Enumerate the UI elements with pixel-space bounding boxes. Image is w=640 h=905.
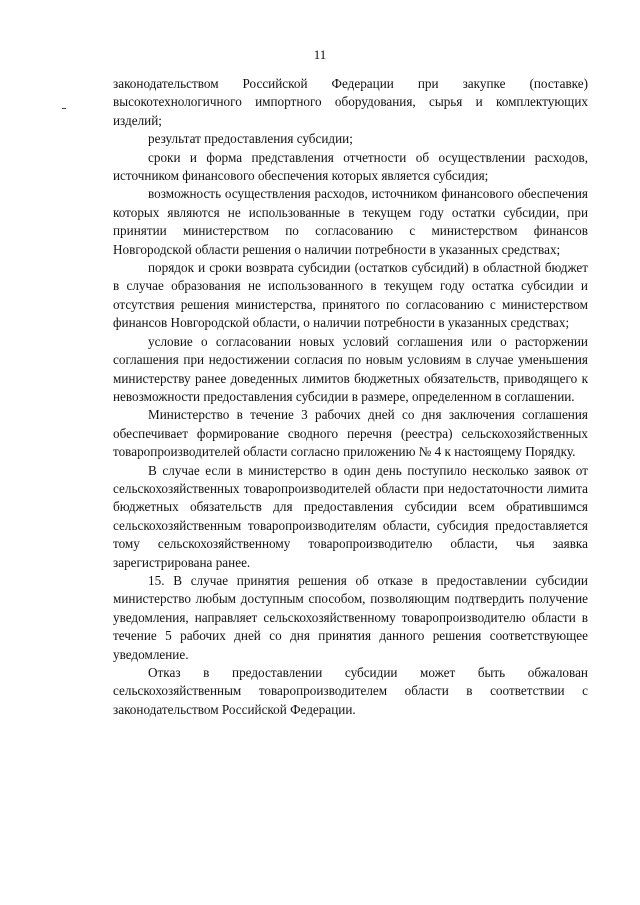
margin-mark <box>62 108 66 109</box>
paragraph-subsidy-result: результат предоставления субсидии; <box>148 131 353 147</box>
document-body <box>113 75 588 719</box>
paragraph-agreement-terms: условие о согласовании новых условий соглашения или о расторжении соглашения при недостижении согласия по новым условиям в случае уменьшения министерству ранее доведенных лимитов бюджетных обязательств, приводящего к невозможности предоставления субсидии в размере, определенном в соглашении. <box>113 333 588 404</box>
paragraph-reporting: сроки и форма представления отчетности об осуществлении расходов, источником финансового обеспечения которых является субсидия; <box>113 149 588 184</box>
paragraph-return-procedure: порядок и сроки возврата субсидии (остатков субсидий) в областной бюджет в случае образования не использованного в текущем году остатка субсидии и отсутствия решения министерства, принятого по согласованию с министерством финансов Новгородской области, о наличии потребности в указанных средствах; <box>113 260 588 331</box>
paragraph-refusal-notice: 15. В случае принятия решения об отказе в предоставлении субсидии министерство любым доступным способом, позволяющим подтвердить получение уведомления, направляет сельскохозяйственному товаропроизводителю области в течение 5 рабочих дней со дня принятия данного решения соответствующее уведомление. <box>113 572 588 662</box>
paragraph-continuation: законодательством Российской Федерации при закупке (поставке) высокотехнологичного импортного оборудования, сырья и комплектующих изделий; <box>113 76 588 128</box>
paragraph-appeal: Отказ в предоставлении субсидии может быть обжалован сельскохозяйственным товаропроизводителем области в соответствии с законодательством Российской Федерации. <box>113 665 588 717</box>
paragraph-remaining-funds: возможность осуществления расходов, источником финансового обеспечения которых являются не использованные в текущем году остатки субсидии, при принятии министерством по согласованию с министерством финансов Новгородской области решения о наличии потребности в указанных средствах; <box>113 186 588 257</box>
paragraph-registry: Министерство в течение 3 рабочих дней со дня заключения соглашения обеспечивает формирование сводного перечня (реестра) сельскохозяйственных товаропроизводителей области согласно приложению № 4 к настоящему Порядку. <box>113 407 588 460</box>
paragraph-multiple-applications: В случае если в министерство в один день поступило несколько заявок от сельскохозяйственных товаропроизводителей области при недостаточности лимита бюджетных обязательств для предоставления субсидии всем обратившимся сельскохозяйственным товаропроизводителям области, субсидия предоставляется тому сельскохозяйственному товаропроизводителю области, чья заявка зарегистрирована ранее. <box>113 462 588 570</box>
page-number: 11 <box>313 47 327 62</box>
